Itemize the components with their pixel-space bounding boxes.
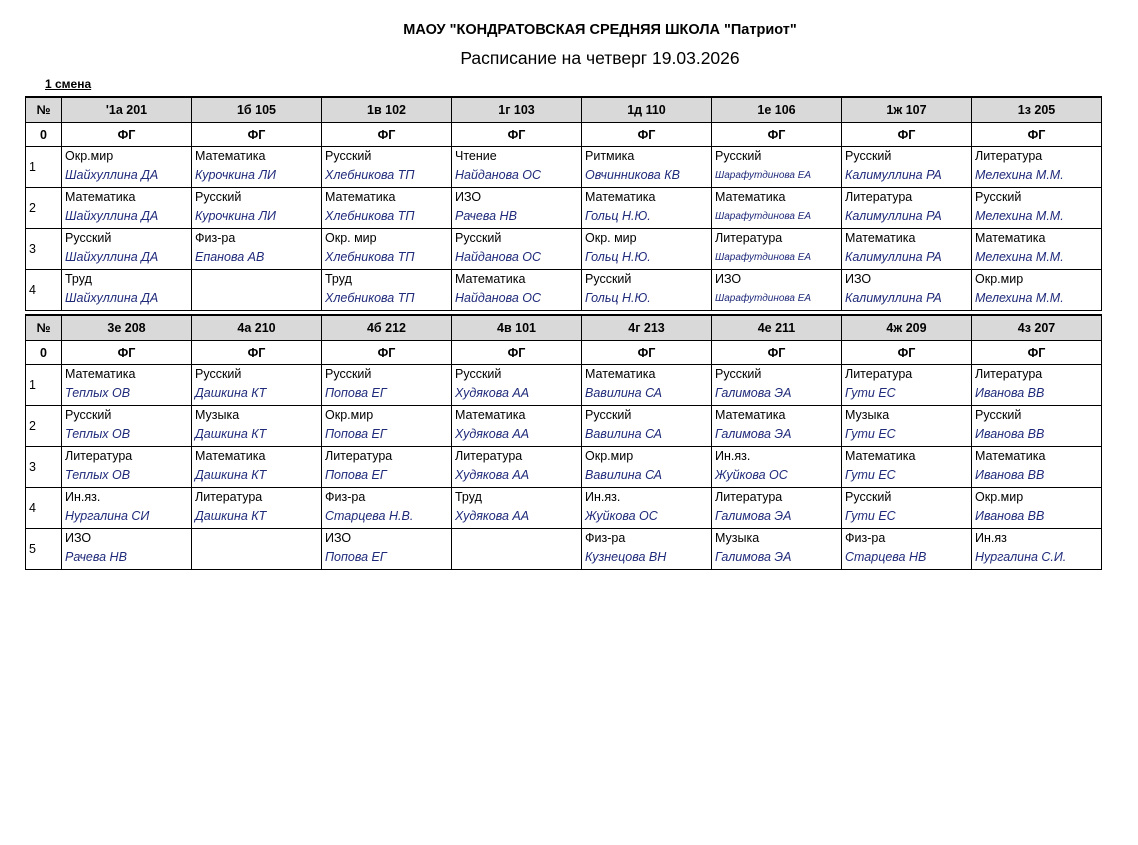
lesson-cell <box>192 365 322 406</box>
lesson-cell <box>62 229 192 270</box>
teacher-name: Галимова ЭА <box>715 550 792 564</box>
class-header: 4б 212 <box>322 315 452 341</box>
lesson-cell <box>322 447 452 488</box>
fg-cell: ФГ <box>842 123 972 147</box>
teacher-name: Шайхуллина ДА <box>65 250 159 264</box>
teacher-name: Дашкина КТ <box>195 509 267 523</box>
fg-cell: ФГ <box>842 341 972 365</box>
subject-name: Ин.яз <box>975 531 1007 545</box>
teacher-name: Иванова ВВ <box>975 386 1045 400</box>
lesson-cell <box>582 270 712 311</box>
subject-name: Литература <box>975 367 1043 381</box>
subject-name: Математика <box>845 231 916 245</box>
teacher-name: Гути ЕС <box>845 509 896 523</box>
teacher-name: Найданова ОС <box>455 250 542 264</box>
teacher-name: Шарафутдинова ЕА <box>715 211 812 222</box>
class-header: 1ж 107 <box>842 97 972 123</box>
teacher-name: Иванова ВВ <box>975 509 1045 523</box>
lesson-cell <box>972 447 1102 488</box>
lesson-cell <box>842 447 972 488</box>
subject-name: Математика <box>65 190 136 204</box>
lesson-cell <box>582 529 712 570</box>
teacher-name: Галимова ЭА <box>715 386 792 400</box>
subject-name: Русский <box>65 231 112 245</box>
lesson-number: 1 <box>26 365 62 406</box>
teacher-name: Попова ЕГ <box>325 468 387 482</box>
teacher-name: Нургалина СИ <box>65 509 150 523</box>
teacher-name: Хлебникова ТП <box>325 168 415 182</box>
subject-name: Русский <box>455 231 502 245</box>
lesson-cell <box>582 229 712 270</box>
subject-name: Математика <box>975 231 1046 245</box>
teacher-name: Мелехина М.М. <box>975 250 1064 264</box>
subject-name: Труд <box>325 272 352 286</box>
teacher-name: Курочкина ЛИ <box>195 209 276 223</box>
teacher-name: Овчинникова КВ <box>585 168 680 182</box>
fg-cell: ФГ <box>582 123 712 147</box>
teacher-name: Калимуллина РА <box>845 168 942 182</box>
class-header: 1д 110 <box>582 97 712 123</box>
class-header: 4а 210 <box>192 315 322 341</box>
lesson-row <box>26 365 1102 406</box>
teacher-name: Калимуллина РА <box>845 209 942 223</box>
subject-name: Русский <box>325 367 372 381</box>
teacher-name: Шайхуллина ДА <box>65 168 159 182</box>
subject-name: Окр. мир <box>325 231 377 245</box>
lesson-cell <box>582 488 712 529</box>
lesson-row-zero <box>26 341 1102 365</box>
number-header: № <box>26 97 62 123</box>
lesson-number: 4 <box>26 270 62 311</box>
fg-cell: ФГ <box>192 341 322 365</box>
subject-name: Литература <box>715 490 783 504</box>
teacher-name: Мелехина М.М. <box>975 168 1064 182</box>
lesson-cell <box>192 147 322 188</box>
fg-cell: ФГ <box>452 123 582 147</box>
teacher-name: Мелехина М.М. <box>975 291 1064 305</box>
subject-name: Труд <box>65 272 92 286</box>
subject-name: Окр.мир <box>325 408 374 422</box>
subject-name: Математика <box>65 367 136 381</box>
teacher-name: Рачева НВ <box>65 550 127 564</box>
subject-name: Литература <box>455 449 523 463</box>
lesson-cell <box>62 188 192 229</box>
lesson-cell <box>322 270 452 311</box>
lesson-number: 5 <box>26 529 62 570</box>
header-row <box>26 315 1102 341</box>
subject-name: Математика <box>715 190 786 204</box>
lesson-cell <box>192 529 322 570</box>
lesson-cell <box>452 147 582 188</box>
subject-name: Ин.яз. <box>65 490 101 504</box>
teacher-name: Найданова ОС <box>455 291 542 305</box>
lesson-cell <box>842 147 972 188</box>
lesson-cell <box>452 188 582 229</box>
subject-name: Русский <box>195 367 242 381</box>
subject-name: Математика <box>325 190 396 204</box>
lesson-cell <box>322 488 452 529</box>
subject-name: Литература <box>65 449 133 463</box>
teacher-name: Гольц Н.Ю. <box>585 291 651 305</box>
lesson-cell <box>192 270 322 311</box>
lesson-row <box>26 488 1102 529</box>
teacher-name: Мелехина М.М. <box>975 209 1064 223</box>
lesson-cell <box>452 270 582 311</box>
teacher-name: Теплых ОВ <box>65 468 131 482</box>
lesson-row <box>26 229 1102 270</box>
teacher-name: Вавилина СА <box>585 427 663 441</box>
teacher-name: Калимуллина РА <box>845 250 942 264</box>
lesson-cell <box>322 529 452 570</box>
teacher-name: Епанова АВ <box>195 250 265 264</box>
lesson-cell <box>712 147 842 188</box>
lesson-number: 2 <box>26 406 62 447</box>
subject-name: Математика <box>455 408 526 422</box>
teacher-name: Хлебникова ТП <box>325 209 415 223</box>
subject-name: Русский <box>975 190 1022 204</box>
fg-cell: ФГ <box>322 123 452 147</box>
lesson-row <box>26 188 1102 229</box>
subject-name: Русский <box>195 190 242 204</box>
teacher-name: Шарафутдинова ЕА <box>715 293 812 304</box>
class-header: 4е 211 <box>712 315 842 341</box>
class-header: 1в 102 <box>322 97 452 123</box>
lesson-cell <box>972 365 1102 406</box>
schedule-subtitle: Расписание на четверг 19.03.2026 <box>460 48 740 68</box>
teacher-name: Шарафутдинова ЕА <box>715 170 812 181</box>
class-header: 4з 207 <box>972 315 1102 341</box>
subject-name: Музыка <box>195 408 240 422</box>
lesson-cell <box>712 270 842 311</box>
subject-name: Математика <box>195 149 266 163</box>
teacher-name: Галимова ЭА <box>715 427 792 441</box>
schedule-table-1 <box>25 96 1102 311</box>
lesson-cell <box>452 229 582 270</box>
subject-name: Ин.яз. <box>585 490 621 504</box>
lesson-row-zero <box>26 123 1102 147</box>
teacher-name: Худякова АА <box>455 386 530 400</box>
schedule-table-2 <box>25 314 1102 570</box>
subject-name: Труд <box>455 490 482 504</box>
lesson-cell <box>712 365 842 406</box>
lesson-cell <box>582 147 712 188</box>
fg-cell: ФГ <box>712 123 842 147</box>
fg-cell: ФГ <box>972 123 1102 147</box>
lesson-cell <box>62 270 192 311</box>
subject-name: Физ-ра <box>195 231 236 245</box>
fg-cell: ФГ <box>712 341 842 365</box>
number-header: № <box>26 315 62 341</box>
subject-name: Физ-ра <box>325 490 366 504</box>
lesson-row <box>26 270 1102 311</box>
lesson-cell <box>322 188 452 229</box>
teacher-name: Иванова ВВ <box>975 427 1045 441</box>
class-header: 3е 208 <box>62 315 192 341</box>
lesson-cell <box>972 529 1102 570</box>
lesson-cell <box>842 406 972 447</box>
teacher-name: Вавилина СА <box>585 468 663 482</box>
lesson-cell <box>842 488 972 529</box>
teacher-name: Вавилина СА <box>585 386 663 400</box>
lesson-cell <box>192 406 322 447</box>
subject-name: ИЗО <box>455 190 482 204</box>
subject-name: Русский <box>585 272 632 286</box>
lesson-cell <box>712 188 842 229</box>
lesson-cell <box>972 229 1102 270</box>
teacher-name: Худякова АА <box>455 509 530 523</box>
page-title: МАОУ "КОНДРАТОВСКАЯ СРЕДНЯЯ ШКОЛА "Патриот" <box>403 22 797 38</box>
subject-name: ИЗО <box>65 531 92 545</box>
subject-name: Русский <box>65 408 112 422</box>
subject-name: Математика <box>585 190 656 204</box>
lesson-cell <box>452 447 582 488</box>
teacher-name: Гути ЕС <box>845 468 896 482</box>
lesson-cell <box>62 365 192 406</box>
teacher-name: Нургалина С.И. <box>975 550 1067 564</box>
subject-name: Физ-ра <box>585 531 626 545</box>
subject-name: Литература <box>845 190 913 204</box>
teacher-name: Хлебникова ТП <box>325 291 415 305</box>
teacher-name: Худякова АА <box>455 427 530 441</box>
teacher-name: Попова ЕГ <box>325 550 387 564</box>
teacher-name: Галимова ЭА <box>715 509 792 523</box>
subject-name: Литература <box>975 149 1043 163</box>
fg-cell: ФГ <box>192 123 322 147</box>
subject-name: Литература <box>845 367 913 381</box>
subject-name: Математика <box>975 449 1046 463</box>
lesson-cell <box>62 447 192 488</box>
subject-name: ИЗО <box>845 272 872 286</box>
subject-name: Русский <box>455 367 502 381</box>
fg-cell: ФГ <box>452 341 582 365</box>
teacher-name: Курочкина ЛИ <box>195 168 276 182</box>
teacher-name: Гольц Н.Ю. <box>585 250 651 264</box>
lesson-cell <box>452 365 582 406</box>
lesson-cell <box>712 447 842 488</box>
teacher-name: Гути ЕС <box>845 427 896 441</box>
subject-name: Математика <box>585 367 656 381</box>
subject-name: Музыка <box>715 531 760 545</box>
teacher-name: Кузнецова ВН <box>585 550 667 564</box>
subject-name: ИЗО <box>715 272 742 286</box>
class-header: 4ж 209 <box>842 315 972 341</box>
lesson-number: 3 <box>26 447 62 488</box>
class-header: 4г 213 <box>582 315 712 341</box>
lesson-cell <box>712 529 842 570</box>
subject-name: Ин.яз. <box>715 449 751 463</box>
lesson-cell <box>842 365 972 406</box>
lesson-cell <box>972 270 1102 311</box>
fg-cell: ФГ <box>62 123 192 147</box>
lesson-cell <box>712 488 842 529</box>
header-row <box>26 97 1102 123</box>
lesson-cell <box>972 406 1102 447</box>
teacher-name: Гути ЕС <box>845 386 896 400</box>
teacher-name: Старцева Н.В. <box>325 509 414 523</box>
subject-name: Математика <box>845 449 916 463</box>
lesson-cell <box>582 365 712 406</box>
fg-cell: ФГ <box>322 341 452 365</box>
subject-name: Русский <box>715 149 762 163</box>
teacher-name: Жуйкова ОС <box>585 509 658 523</box>
lesson-cell <box>192 229 322 270</box>
lesson-cell <box>842 529 972 570</box>
subject-name: Русский <box>845 490 892 504</box>
teacher-name: Дашкина КТ <box>195 427 267 441</box>
class-header: 1б 105 <box>192 97 322 123</box>
subject-name: Литература <box>195 490 263 504</box>
subject-name: Русский <box>845 149 892 163</box>
lesson-cell <box>192 447 322 488</box>
teacher-name: Дашкина КТ <box>195 386 267 400</box>
subject-name: Математика <box>195 449 266 463</box>
teacher-name: Хлебникова ТП <box>325 250 415 264</box>
lesson-cell <box>972 147 1102 188</box>
lesson-row <box>26 447 1102 488</box>
teacher-name: Гольц Н.Ю. <box>585 209 651 223</box>
lesson-cell <box>842 188 972 229</box>
teacher-name: Теплых ОВ <box>65 386 131 400</box>
class-header: '1а 201 <box>62 97 192 123</box>
lesson-cell <box>842 270 972 311</box>
lesson-cell <box>322 229 452 270</box>
lesson-cell <box>192 188 322 229</box>
lesson-cell <box>322 147 452 188</box>
lesson-cell <box>842 229 972 270</box>
class-header: 1е 106 <box>712 97 842 123</box>
lesson-cell <box>322 365 452 406</box>
subject-name: Окр. мир <box>585 231 637 245</box>
teacher-name: Калимуллина РА <box>845 291 942 305</box>
subject-name: Литература <box>325 449 393 463</box>
teacher-name: Дашкина КТ <box>195 468 267 482</box>
shift-label: 1 смена <box>45 77 92 91</box>
class-header: 1з 205 <box>972 97 1102 123</box>
lesson-cell <box>582 447 712 488</box>
teacher-name: Старцева НВ <box>845 550 927 564</box>
lesson-cell <box>452 529 582 570</box>
lesson-cell <box>62 406 192 447</box>
class-header: 4в 101 <box>452 315 582 341</box>
lesson-number: 0 <box>26 123 62 147</box>
subject-name: Математика <box>715 408 786 422</box>
lesson-number: 2 <box>26 188 62 229</box>
subject-name: Ритмика <box>585 149 635 163</box>
teacher-name: Попова ЕГ <box>325 427 387 441</box>
teacher-name: Шайхуллина ДА <box>65 291 159 305</box>
fg-cell: ФГ <box>582 341 712 365</box>
subject-name: ИЗО <box>325 531 352 545</box>
lesson-cell <box>192 488 322 529</box>
teacher-name: Жуйкова ОС <box>715 468 788 482</box>
subject-name: Окр.мир <box>65 149 114 163</box>
subject-name: Окр.мир <box>585 449 634 463</box>
lesson-number: 3 <box>26 229 62 270</box>
subject-name: Физ-ра <box>845 531 886 545</box>
subject-name: Русский <box>325 149 372 163</box>
lesson-cell <box>62 529 192 570</box>
subject-name: Русский <box>585 408 632 422</box>
subject-name: Литература <box>715 231 783 245</box>
lesson-cell <box>322 406 452 447</box>
lesson-cell <box>452 488 582 529</box>
fg-cell: ФГ <box>972 341 1102 365</box>
lesson-cell <box>582 406 712 447</box>
lesson-number: 0 <box>26 341 62 365</box>
lesson-row <box>26 147 1102 188</box>
teacher-name: Шайхуллина ДА <box>65 209 159 223</box>
lesson-cell <box>62 488 192 529</box>
subject-name: Музыка <box>845 408 890 422</box>
lesson-cell <box>582 188 712 229</box>
lesson-cell <box>62 147 192 188</box>
teacher-name: Теплых ОВ <box>65 427 131 441</box>
lesson-cell <box>452 406 582 447</box>
subject-name: Чтение <box>455 149 497 163</box>
teacher-name: Шарафутдинова ЕА <box>715 252 812 263</box>
subject-name: Окр.мир <box>975 490 1024 504</box>
lesson-cell <box>712 229 842 270</box>
teacher-name: Попова ЕГ <box>325 386 387 400</box>
lesson-row <box>26 529 1102 570</box>
lesson-cell <box>972 188 1102 229</box>
fg-cell: ФГ <box>62 341 192 365</box>
teacher-name: Найданова ОС <box>455 168 542 182</box>
subject-name: Русский <box>975 408 1022 422</box>
teacher-name: Рачева НВ <box>455 209 517 223</box>
teacher-name: Худякова АА <box>455 468 530 482</box>
lesson-cell <box>972 488 1102 529</box>
lesson-number: 4 <box>26 488 62 529</box>
teacher-name: Иванова ВВ <box>975 468 1045 482</box>
lesson-cell <box>712 406 842 447</box>
class-header: 1г 103 <box>452 97 582 123</box>
subject-name: Русский <box>715 367 762 381</box>
subject-name: Математика <box>455 272 526 286</box>
lesson-number: 1 <box>26 147 62 188</box>
lesson-row <box>26 406 1102 447</box>
subject-name: Окр.мир <box>975 272 1024 286</box>
